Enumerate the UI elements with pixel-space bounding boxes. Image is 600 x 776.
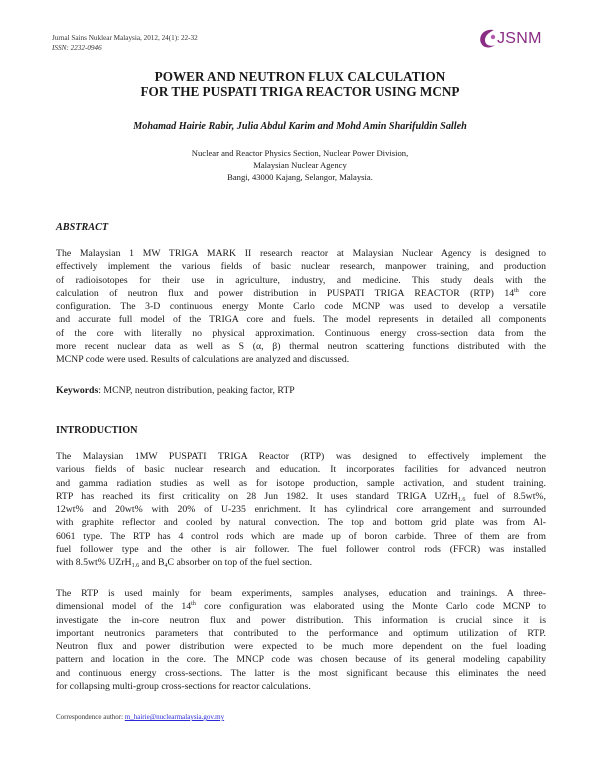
intro-line-end: C absorber on top of the fuel section. bbox=[167, 557, 313, 569]
logo-text: JSNM bbox=[497, 30, 542, 47]
intro-line: The RTP is used mainly for beam experiments, samples analyses, education and trainings. A three- bbox=[56, 588, 546, 599]
abstract-line: configuration. The 3-D continuous energy Monte Carlo code MCNP was used to develop a versatile bbox=[56, 301, 546, 313]
intro-line bbox=[56, 556, 546, 569]
subscript-1-6: 1.6 bbox=[131, 563, 140, 570]
abstract-line-core-word: core bbox=[529, 287, 546, 299]
journal-citation: Jurnal Sains Nuklear Malaysia, 2012, 24(1): 22-32 bbox=[52, 34, 198, 42]
subscript-4: 4 bbox=[164, 563, 168, 570]
intro-line: various fields of basic nuclear research and education. It incorporates facilities for advanced neutron bbox=[56, 464, 546, 476]
paper-title-line-2: FOR THE PUSPATI TRIGA REACTOR USING MCNP bbox=[140, 84, 460, 99]
jsnm-logo bbox=[476, 26, 566, 52]
keywords bbox=[56, 385, 295, 396]
paper-title-line-1: POWER AND NEUTRON FLUX CALCULATION bbox=[154, 69, 446, 84]
keywords-label: Keywords bbox=[56, 385, 99, 396]
intro-line: important neutronics parameters that contributed to the performance and optimum utilization of RTP. bbox=[56, 627, 546, 639]
intro-line: 12wt% and 20wt% with 20% of U-235 enrichment. It has cylindrical core arrangement and surrounded bbox=[56, 504, 546, 516]
abstract-line bbox=[56, 287, 546, 300]
abstract-line: effectively implement the various fields of basic nuclear research, manpower training, and production bbox=[56, 261, 546, 273]
intro-line-text: RTP has reached its first criticality on 28 Jun 1982. It uses standard TRIGA UZrH bbox=[56, 490, 458, 502]
subscript-1-6: 1.6 bbox=[457, 496, 466, 503]
abstract-line: MCNP code were used. Results of calculations are analyzed and discussed. bbox=[56, 354, 350, 366]
journal-issn: ISSN: 2232-0946 bbox=[52, 44, 102, 52]
superscript-th: th bbox=[191, 601, 196, 608]
affiliation-line: Malaysian Nuclear Agency bbox=[253, 160, 347, 170]
abstract-line: The Malaysian 1 MW TRIGA MARK II research reactor at Malaysian Nuclear Agency is designed to bbox=[56, 248, 546, 259]
intro-line-tail: and B bbox=[139, 557, 165, 569]
intro-line: for collapsing multi-group cross-sections for reactor calculations. bbox=[56, 681, 311, 693]
intro-line: fuel follower type and the other is air follower. The fuel follower control rods (FFCR) was installed bbox=[56, 544, 546, 556]
author-list: Mohamad Hairie Rabir, Julia Abdul Karim and Mohd Amin Sharifuldin Salleh bbox=[133, 121, 467, 132]
intro-line: with graphite reflector and cooled by natural convection. The top and bottom grid plate was from Al- bbox=[56, 517, 546, 529]
affiliation-line: Nuclear and Reactor Physics Section, Nuclear Power Division, bbox=[191, 148, 409, 158]
intro-line: pattern and location in the core. The MNCP code was chosen because of its general modeling capability bbox=[56, 654, 546, 666]
intro-paragraph-2 bbox=[56, 587, 546, 693]
introduction-heading: INTRODUCTION bbox=[56, 425, 138, 436]
correspondence-footnote bbox=[56, 713, 224, 721]
abstract-heading: ABSTRACT bbox=[56, 222, 109, 233]
intro-line-tail: core configuration was elaborated using the Monte Carlo code MCNP to bbox=[195, 601, 546, 613]
intro-line-tail: fuel of 8.5wt%, bbox=[465, 490, 546, 502]
abstract-line-text: calculation of neutron flux and power distribution in PUSPATI TRIGA REACTOR (RTP) 14 bbox=[56, 287, 515, 299]
superscript-th: th bbox=[514, 287, 519, 294]
intro-line-text: with 8.5wt% UZrH bbox=[56, 557, 132, 569]
intro-line: and continuous energy cross-sections. The latter is the most significant because this eliminates the need bbox=[56, 667, 546, 679]
intro-line: and gamma radiation studies as well as for isotope production, sample activation, and student training. bbox=[56, 477, 546, 489]
footnote-label: Correspondence author: bbox=[56, 713, 125, 721]
intro-line bbox=[56, 490, 546, 503]
affiliation-line: Bangi, 43000 Kajang, Selangor, Malaysia. bbox=[227, 172, 373, 182]
intro-line: Neutron flux and power distribution were expected to be much more dependent on the fuel loading bbox=[56, 641, 546, 653]
abstract-line: more recent nuclear data as well as S (α, β) thermal neutron scattering functions distributed with the bbox=[56, 341, 546, 353]
intro-line bbox=[56, 600, 546, 613]
journal-header bbox=[52, 33, 198, 53]
abstract-line: of radioisotopes for their use in agriculture, industry, and medicine. This study deals with the bbox=[56, 274, 546, 286]
intro-paragraph-1 bbox=[56, 450, 546, 570]
abstract-body bbox=[56, 247, 546, 367]
correspondence-email-link[interactable]: m_hairie@nuclearmalaysia.gov.my bbox=[124, 713, 225, 721]
intro-line: investigate the in-core neutron flux and power distribution. This information is crucial since it is bbox=[56, 614, 546, 626]
keywords-text: : MCNP, neutron distribution, peaking factor, RTP bbox=[98, 385, 295, 396]
abstract-line: and accurate full model of the TRIGA core and fuels. The model represents in detailed all components bbox=[56, 314, 546, 326]
intro-line-text: dimensional model of the 14 bbox=[56, 601, 192, 613]
abstract-line: of the core with literally no physical approximation. Continuous energy cross-section data from the bbox=[56, 327, 546, 339]
intro-line: 6061 type. The RTP has 4 control rods which are made up of boron carbide. Three of them are from bbox=[56, 530, 546, 542]
intro-line: The Malaysian 1MW PUSPATI TRIGA Reactor (RTP) was designed to effectively implement the bbox=[56, 451, 546, 462]
